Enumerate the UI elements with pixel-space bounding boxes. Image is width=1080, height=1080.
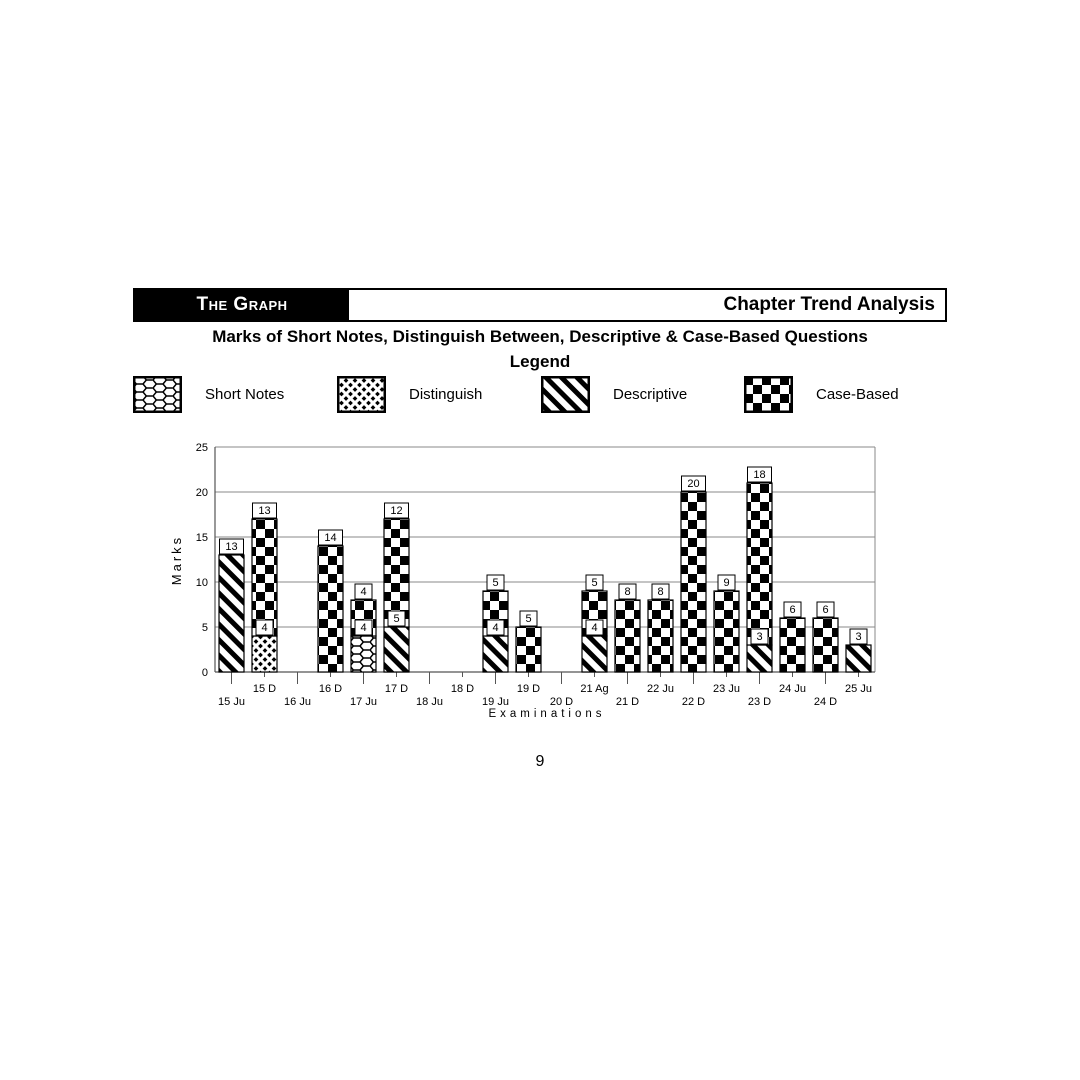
value-label-19-ju-case-based: 5 (492, 577, 499, 589)
value-label-19-d-case-based: 5 (525, 613, 532, 625)
value-label-23-d-case-based: 18 (753, 469, 766, 481)
value-label-21-d-case-based: 8 (624, 586, 631, 598)
x-tick-label-21-ag: 21 Ag (580, 683, 609, 695)
y-tick-label-0: 0 (201, 667, 208, 679)
y-tick-label-25: 25 (195, 442, 208, 454)
value-label-16-d-case-based: 14 (324, 532, 337, 544)
header-left-label: The Graph (135, 290, 349, 320)
honeycomb-pattern-swatch (133, 376, 182, 413)
bar-segment-23-d-descriptive (747, 645, 772, 672)
value-label-15-d-case-based: 13 (258, 505, 271, 517)
bar-segment-24-d-case-based (813, 618, 838, 672)
bar-segment-16-d-case-based (318, 546, 343, 672)
x-tick-label-20-d: 20 D (549, 696, 574, 708)
legend-title: Legend (509, 352, 571, 371)
x-tick-label-17-d: 17 D (384, 683, 409, 695)
value-label-15-d-distinguish: 4 (261, 622, 268, 634)
x-tick-label-22-ju: 22 Ju (647, 683, 674, 695)
x-tick-label-22-d: 22 D (681, 696, 706, 708)
x-tick-label-25-ju: 25 Ju (845, 683, 872, 695)
x-tick-label-24-ju: 24 Ju (779, 683, 806, 695)
bar-segment-23-ju-case-based (714, 591, 739, 672)
value-label-24-ju-case-based: 6 (789, 604, 796, 616)
bar-segment-21-d-case-based (615, 600, 640, 672)
bar-segment-19-d-case-based (516, 627, 541, 672)
bar-segment-19-ju-descriptive (483, 636, 508, 672)
value-label-22-d-case-based: 20 (687, 478, 700, 490)
bar-chart (130, 430, 930, 735)
x-tick-label-23-d: 23 D (747, 696, 772, 708)
legend-label-short-notes: Short Notes (205, 386, 285, 403)
x-tick-label-15-ju: 15 Ju (218, 696, 245, 708)
legend-row (0, 376, 1080, 418)
bar-segment-17-ju-short-notes (351, 636, 376, 672)
bar-segment-25-ju-descriptive (846, 645, 871, 672)
bar-segment-22-ju-case-based (648, 600, 673, 672)
value-label-19-ju-descriptive: 4 (492, 622, 499, 634)
y-axis-title: Marks (169, 534, 184, 586)
x-tick-label-19-d: 19 D (516, 683, 541, 695)
value-label-21-ag-descriptive: 4 (591, 622, 598, 634)
value-label-17-d-case-based: 12 (390, 505, 403, 517)
checkerboard-pattern-swatch (744, 376, 793, 413)
bar-segment-21-ag-descriptive (582, 636, 607, 672)
value-label-23-ju-case-based: 9 (723, 577, 730, 589)
y-tick-label-15: 15 (195, 532, 208, 544)
x-tick-label-16-d: 16 D (318, 683, 343, 695)
x-tick-label-19-ju: 19 Ju (482, 696, 509, 708)
page-number: 9 (535, 753, 545, 770)
value-label-21-ag-case-based: 5 (591, 577, 598, 589)
value-label-23-d-descriptive: 3 (756, 631, 763, 643)
header-right-label: Chapter Trend Analysis (723, 294, 935, 315)
x-tick-label-16-ju: 16 Ju (284, 696, 311, 708)
y-tick-label-20: 20 (195, 487, 208, 499)
x-tick-label-17-ju: 17 Ju (350, 696, 377, 708)
legend-label-case-based: Case-Based (816, 386, 899, 403)
x-tick-label-21-d: 21 D (615, 696, 640, 708)
x-tick-label-24-d: 24 D (813, 696, 838, 708)
diagonal-stripes-pattern-swatch (541, 376, 590, 413)
y-tick-label-10: 10 (195, 577, 208, 589)
legend-label-descriptive: Descriptive (613, 386, 688, 403)
legend-label-distinguish: Distinguish (409, 386, 483, 403)
bar-segment-24-ju-case-based (780, 618, 805, 672)
x-tick-label-18-ju: 18 Ju (416, 696, 443, 708)
legend-item-distinguish (337, 376, 482, 413)
value-label-22-ju-case-based: 8 (657, 586, 664, 598)
value-label-24-d-case-based: 6 (822, 604, 829, 616)
bar-segment-23-d-case-based (747, 483, 772, 645)
value-label-15-ju-descriptive: 13 (225, 541, 238, 553)
value-label-17-ju-short-notes: 4 (360, 622, 367, 634)
basketweave-pattern-swatch (337, 376, 386, 413)
bar-segment-15-d-case-based (252, 519, 277, 636)
x-tick-label-15-d: 15 D (252, 683, 277, 695)
value-label-17-d-descriptive: 5 (393, 613, 400, 625)
chart-title: Marks of Short Notes, Distinguish Between, Descriptive & Case-Based Questions (212, 327, 868, 346)
x-tick-label-18-d: 18 D (450, 683, 475, 695)
bar-segment-15-ju-descriptive (219, 555, 244, 672)
value-label-17-ju-case-based: 4 (360, 586, 367, 598)
legend-item-descriptive (541, 376, 687, 413)
bar-segment-17-d-descriptive (384, 627, 409, 672)
bar-segment-15-d-distinguish (252, 636, 277, 672)
x-axis-title: Examinations (488, 708, 606, 720)
x-tick-label-23-ju: 23 Ju (713, 683, 740, 695)
legend-item-case-based (744, 376, 899, 413)
value-label-25-ju-descriptive: 3 (855, 631, 862, 643)
bar-segment-22-d-case-based (681, 492, 706, 672)
legend-item-short-notes (133, 376, 284, 413)
y-tick-label-5: 5 (201, 622, 208, 634)
header-banner (133, 288, 947, 322)
